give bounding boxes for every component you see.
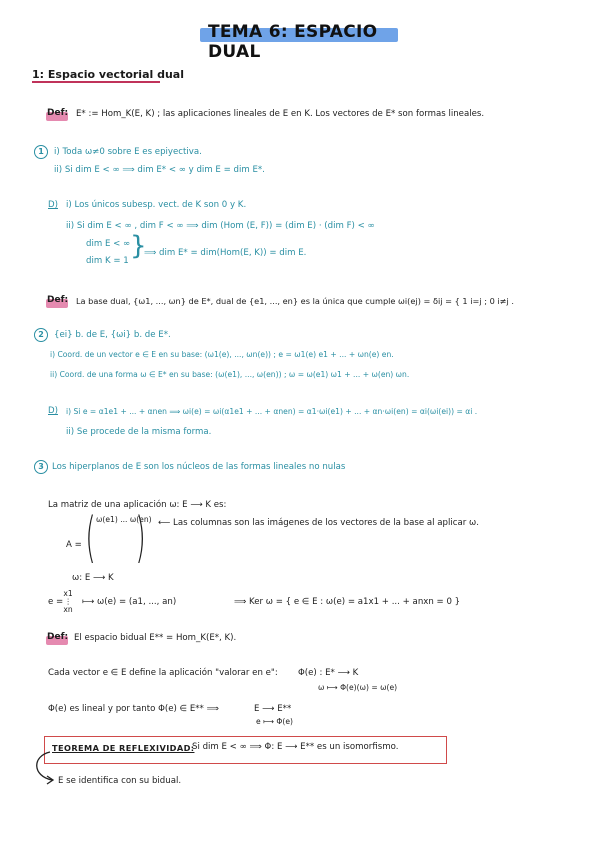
prop2-head: {ei} b. de E, {ωi} b. de E*. (54, 330, 171, 340)
phi-map-rule: ω ⟼ Φ(e)(ω) = ω(e) (318, 683, 398, 692)
prop2-item-i: i) Coord. de un vector e ∈ E en su base: (ω1(e), ..., ωn(e)) ; e = ω1(e) e1 + ... + ωn(e) en. (50, 350, 394, 359)
map-vector-label: e = (48, 597, 64, 607)
definition-bidual: El espacio bidual E** = Hom_K(E*, K). (74, 633, 237, 643)
def-label-3: Def: (47, 632, 69, 642)
kernel-formula: ⟹ Ker ω = { e ∈ E : ω(e) = a1x1 + ... + anxn = 0 } (234, 597, 461, 607)
section-underline (32, 81, 160, 83)
prop2-item-ii: ii) Coord. de una forma ω ∈ E* en su base: (ω(e1), ..., ω(en)) ; ω = ω(e1) ω1 + ... + ω(en) ωn. (50, 370, 410, 379)
prop3-hyperplanes: Los hiperplanos de E son los núcleos de las formas lineales no nulas (52, 462, 346, 472)
curly-brace: } (130, 231, 147, 261)
page-title: TEMA 6: ESPACIO DUAL (208, 22, 378, 62)
matrix-columns-label: ω(e1) ... ω(en) (96, 515, 152, 524)
dem1-condition-1: dim E < ∞ (86, 239, 131, 249)
phi-E-map: E ⟶ E** (254, 704, 292, 714)
map-definition: ω: E ⟶ K (72, 573, 114, 583)
def-label-2: Def: (47, 295, 69, 305)
theorem-reflexivity: Si dim E < ∞ ⟹ Φ: E ⟶ E** es un isomorfismo. (192, 742, 399, 752)
def-label-1: Def: (47, 108, 69, 118)
section-heading: 1: Espacio vectorial dual (32, 68, 185, 81)
dem2-item-i: i) Si e = α1e1 + ... + αnen ⟹ ωi(e) = ωi(α1e1 + ... + αnen) = α1·ωi(e1) + ... + αn·ωi(en) = αi(ωi(ei)) = αi . (66, 407, 478, 416)
matrix-note: ⟵ Las columnas son las imágenes de los vectores de la base al aplicar ω. (158, 518, 479, 528)
definition-dual-space: E* := Hom_K(E, K) ; las aplicaciones lineales de E en K. Los vectores de E* son formas lineales. (76, 109, 485, 119)
theorem-label: TEOREMA DE REFLEXIVIDAD: (52, 743, 195, 753)
matrix-right-paren: ) (135, 506, 146, 569)
definition-dual-basis: La base dual, {ω1, ..., ωn} de E*, dual de {e1, ..., en} es la única que cumple ωi(ej) = δij = { 1 i=j ; 0 i≠j . (76, 296, 514, 306)
curved-arrow-icon (28, 748, 62, 788)
matrix-A-label: A = (66, 540, 82, 550)
bidual-text-2: Φ(e) es lineal y por tanto Φ(e) ∈ E** ⟹ (48, 704, 219, 714)
map-vector-coords: x1 ⋮ xn (63, 589, 73, 614)
prop1-item-i: i) Toda ω≠0 sobre E es epiyectiva. (54, 147, 202, 157)
dem2-item-ii: ii) Se procede de la misma forma. (66, 427, 212, 437)
dem-label-1: D) (48, 200, 58, 210)
final-statement: E se identifica con su bidual. (58, 776, 182, 786)
matrix-intro: La matriz de una aplicación ω: E ⟶ K es: (48, 500, 227, 510)
map-evaluation: ⟼ ω(e) = (a1, ..., an) (82, 597, 177, 607)
dem-label-2: D) (48, 406, 58, 416)
bidual-text-1: Cada vector e ∈ E define la aplicación "valorar en e": (48, 668, 278, 678)
dem1-item-i: i) Los únicos subesp. vect. de K son 0 y K. (66, 200, 247, 210)
phi-E-rule: e ⟼ Φ(e) (256, 717, 293, 726)
proposition-number-3: 3 (34, 460, 48, 474)
proposition-number-2: 2 (34, 328, 48, 342)
prop1-item-ii: ii) Si dim E < ∞ ⟹ dim E* < ∞ y dim E = dim E*. (54, 165, 265, 175)
dem1-conclusion: ⟹ dim E* = dim(Hom(E, K)) = dim E. (144, 248, 307, 258)
matrix-left-paren: ( (85, 506, 96, 569)
dem1-item-ii: ii) Si dim E < ∞ , dim F < ∞ ⟹ dim (Hom (E, F)) = (dim E) · (dim F) < ∞ (66, 221, 375, 231)
dem1-condition-2: dim K = 1 (86, 256, 129, 266)
phi-map: Φ(e) : E* ⟶ K (298, 668, 359, 678)
page-title-block (200, 22, 398, 62)
proposition-number-1: 1 (34, 145, 48, 159)
